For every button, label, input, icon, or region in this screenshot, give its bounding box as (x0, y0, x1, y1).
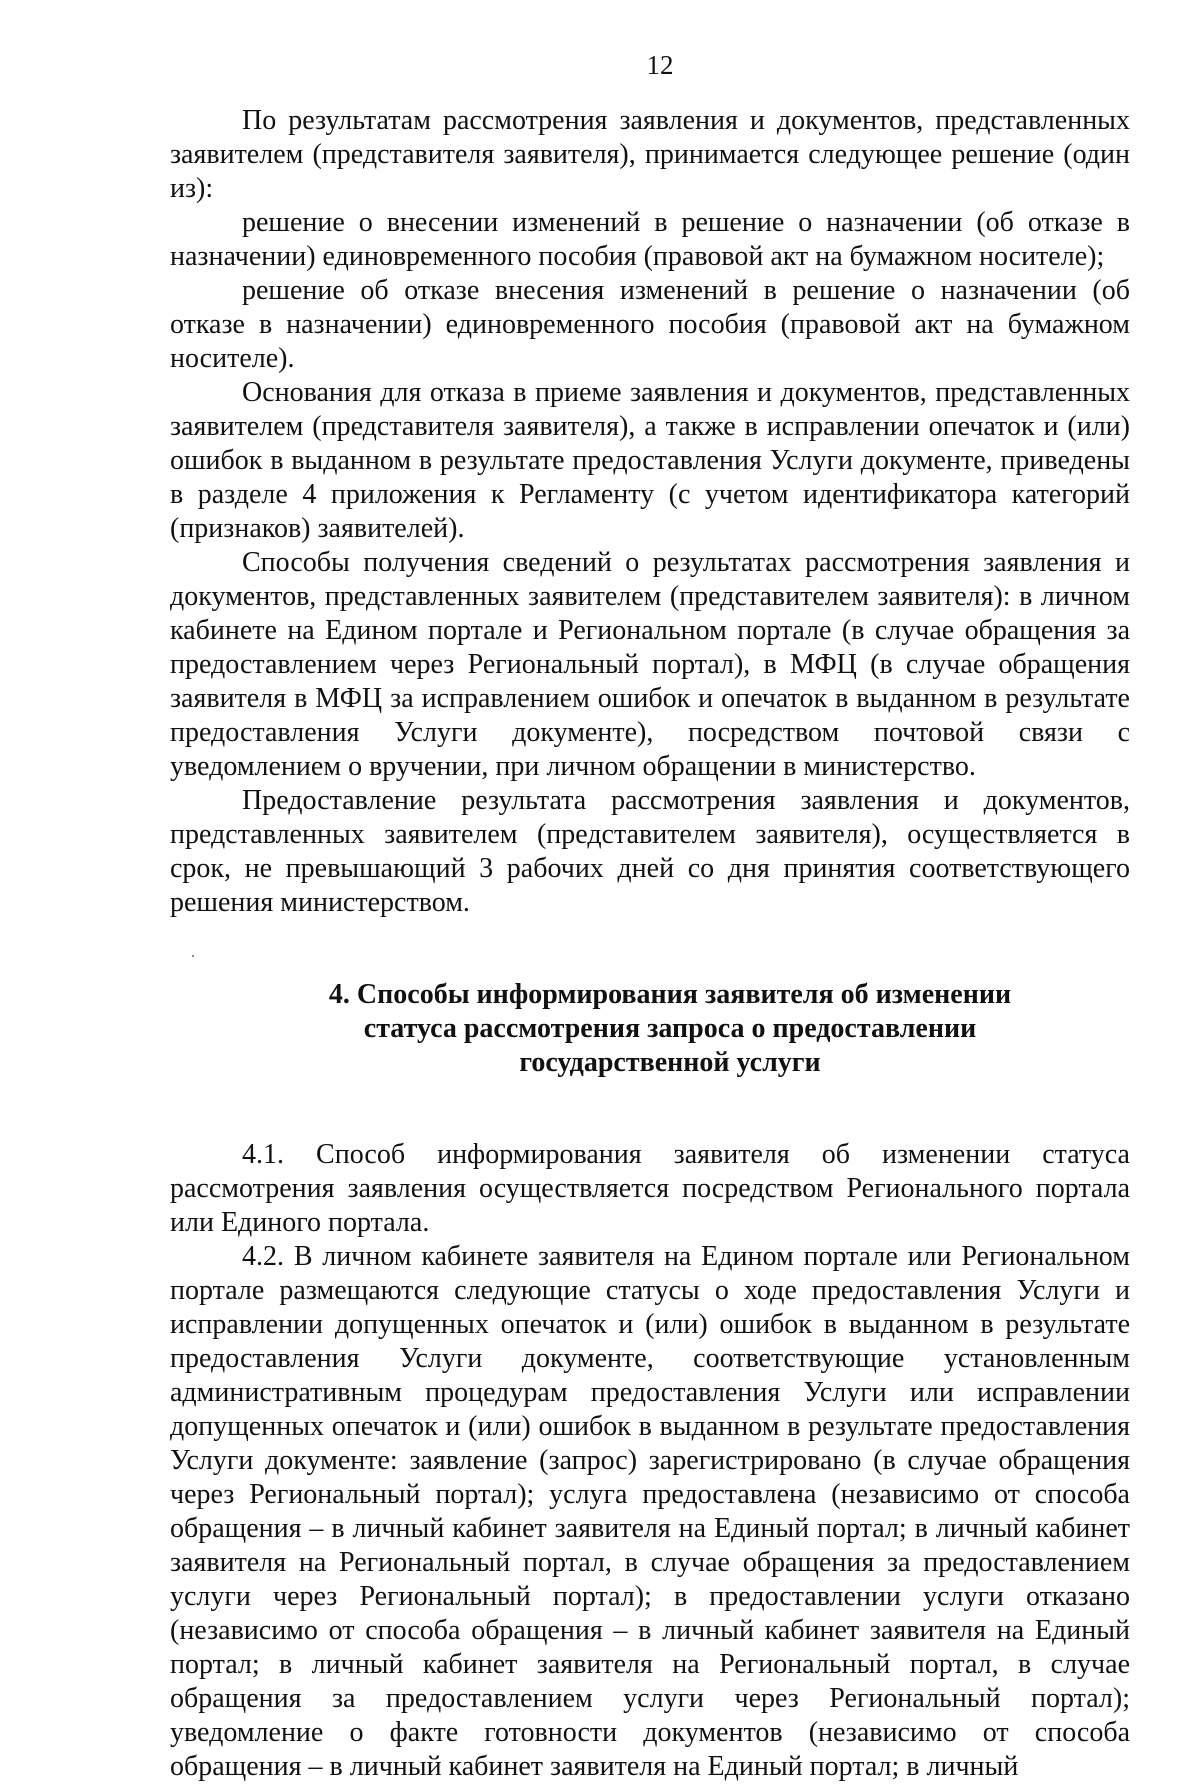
paragraph-result-methods: Способы получения сведений о результатах рассмотрения заявления и документов, представленных заявителем (представителем заявителя): в личном кабинете на Едином портале и Региональном портале (в случае обращения за предоставлением через Региональный портал), в МФЦ (в случае обращения заявителя в МФЦ за исправлением ошибок и опечаток в выданном в результате предоставления Услуги документе), посредством почтовой связи с уведомлением о вручении, при личном обращении в министерство. (170, 547, 1130, 782)
paragraph-4-2: 4.2. В личном кабинете заявителя на Едином портале или Региональном портале размещаются следующие статусы о ходе предоставления Услуги и исправлении допущенных опечаток и (или) ошибок в выданном в результате предоставления Услуги документе, соответствующие установленным административным процедурам предоставления Услуги или исправлении допущенных опечаток и (или) ошибок в выданном в результате предоставления Услуги документе: заявление (запрос) зарегистрировано (в случае обращения через Региональный портал); услуга предоставлена (независимо от способа обращения – в личный кабинет заявителя на Единый портал; в личный кабинет заявителя на Региональный портал, в случае обращения за предоставлением услуги через Региональный портал); в предоставлении услуги отказано (независимо от способа обращения – в личный кабинет заявителя на Единый портал; в личный кабинет заявителя на Региональный портал, в случае обращения за предоставлением услуги через Региональный портал); уведомление о факте готовности документов (независимо от способа обращения – в личный кабинет заявителя на Единый портал; в личный (170, 1241, 1130, 1782)
document-body (170, 104, 1130, 1784)
paragraph-4-1: 4.1. Способ информирования заявителя об изменении статуса рассмотрения заявления осуществляется посредством Регионального портала или Единого портала. (170, 1139, 1130, 1238)
paragraph-decision-amend: решение о внесении изменений в решение о назначении (об отказе в назначении) единовременного пособия (правовой акт на бумажном носителе); (170, 207, 1130, 272)
section-heading (170, 978, 1130, 1080)
section-heading-line-2: статуса рассмотрения запроса о предоставлении (363, 1013, 977, 1044)
page-number: 12 (646, 50, 674, 80)
section-heading-line-1: 4. Способы информирования заявителя об изменении (328, 979, 1012, 1010)
paragraph-decision-refuse: решение об отказе внесения изменений в решение о назначении (об отказе в назначении) единовременного пособия (правовой акт на бумажном носителе). (170, 275, 1130, 374)
paragraph-decision-intro: По результатам рассмотрения заявления и документов, представленных заявителем (представителя заявителя), принимается следующее решение (один из): (170, 105, 1130, 204)
section-heading-line-3: государственной услуги (519, 1047, 821, 1078)
paragraph-refusal-grounds: Основания для отказа в приеме заявления и документов, представленных заявителем (представителя заявителя), а также в исправлении опечаток и (или) ошибок в выданном в результате предоставления Услуги документе, приведены в разделе 4 приложения к Регламенту (с учетом идентификатора категорий (признаков) заявителей). (170, 377, 1130, 544)
paragraph-result-deadline: Предоставление результата рассмотрения заявления и документов, представленных заявителем (представителем заявителя), осуществляется в срок, не превышающий 3 рабочих дней со дня принятия соответствующего решения министерством. (170, 785, 1130, 918)
